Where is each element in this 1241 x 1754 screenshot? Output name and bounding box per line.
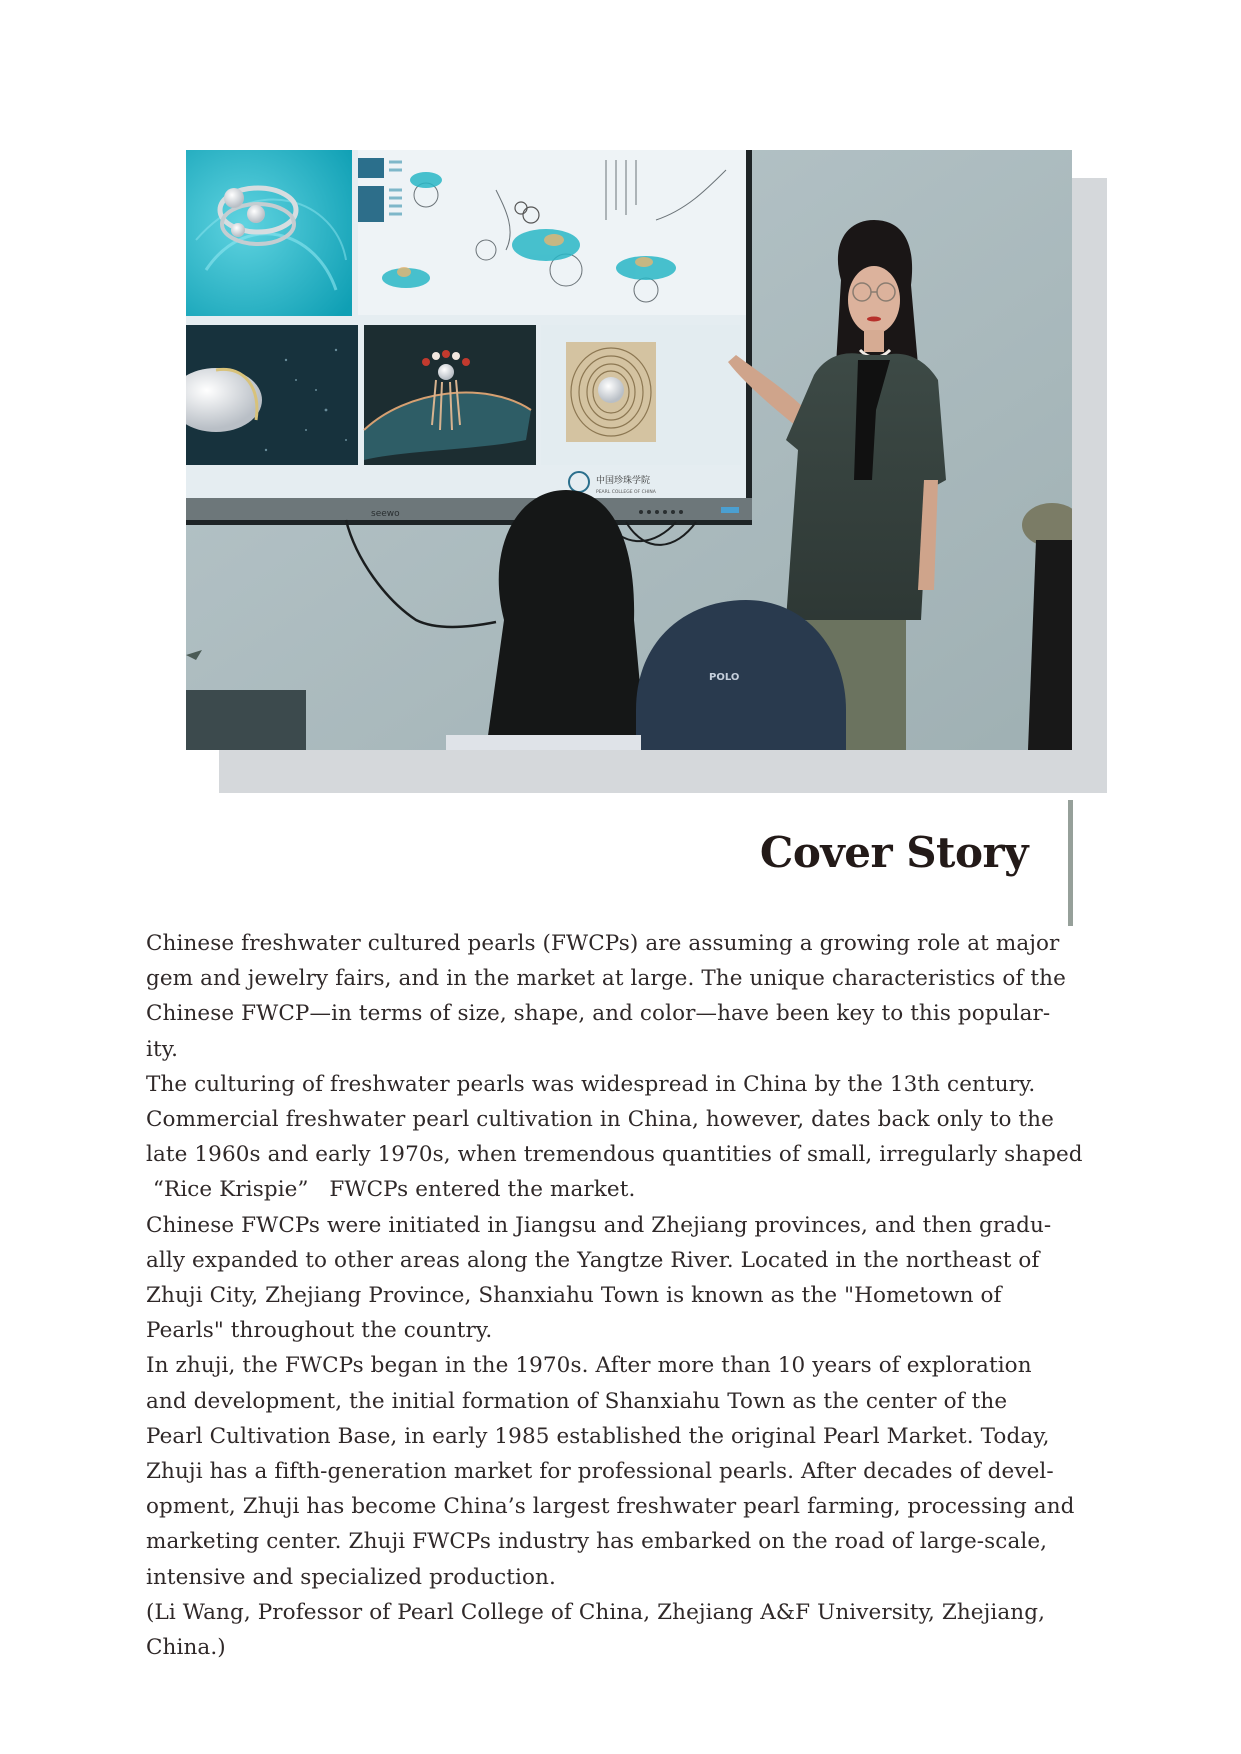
text-line: opment, Zhuji has become China’s largest freshwater pearl farming, processing and <box>146 1494 1075 1520</box>
text-line: ally expanded to other areas along the Yangtze River. Located in the northeast of <box>146 1247 1040 1273</box>
page-title: Cover Story <box>759 828 1028 877</box>
text-line: Zhuji has a fifth-generation market for professional pearls. After decades of devel- <box>146 1459 1054 1485</box>
cap-logo: POLO <box>709 672 740 683</box>
text-line: marketing center. Zhuji FWCPs industry has embarked on the road of large-scale, <box>146 1529 1048 1555</box>
text-line: “Rice Krispie” FWCPs entered the market. <box>146 1177 636 1203</box>
text-line: In zhuji, the FWCPs began in the 1970s. After more than 10 years of exploration <box>146 1353 1032 1379</box>
text-line: Zhuji City, Zhejiang Province, Shanxiahu Town is known as the "Hometown of <box>146 1283 1002 1309</box>
paragraph-zhuji <box>146 1348 1106 1594</box>
text-line: intensive and specialized production. <box>146 1564 556 1590</box>
article-body <box>146 926 1106 1665</box>
text-line: Pearl Cultivation Base, in early 1985 established the original Pearl Market. Today, <box>146 1423 1050 1449</box>
text-line: late 1960s and early 1970s, when tremendous quantities of small, irregularly shaped <box>146 1142 1083 1168</box>
text-line: Commercial freshwater pearl cultivation in China, however, dates back only to the <box>146 1107 1054 1133</box>
text-line: Chinese FWCPs were initiated in Jiangsu and Zhejiang provinces, and then gradu- <box>146 1212 1052 1238</box>
text-line: and development, the initial formation of Shanxiahu Town as the center of the <box>146 1388 1008 1414</box>
paragraph-history <box>146 1067 1106 1208</box>
paragraph-intro <box>146 926 1106 1067</box>
text-line: ity. <box>146 1036 179 1062</box>
title-accent-bar <box>1068 800 1073 926</box>
screen-logo-en: PEARL COLLEGE OF CHINA <box>596 490 656 495</box>
text-line: gem and jewelry fairs, and in the market at large. The unique characteristics of the <box>146 966 1066 992</box>
text-line: Pearls" throughout the country. <box>146 1318 493 1344</box>
author-credit <box>146 1595 1106 1665</box>
screen-logo-cn: 中国珍珠学院 <box>596 476 651 486</box>
text-line: China.) <box>146 1635 226 1661</box>
text-line: The culturing of freshwater pearls was widespread in China by the 13th century. <box>146 1071 1036 1097</box>
cover-photo-illustration <box>186 150 1072 750</box>
display-brand: seewo <box>371 509 400 519</box>
cover-photo <box>186 150 1072 750</box>
text-line: (Li Wang, Professor of Pearl College of China, Zhejiang A&F University, Zhejiang, <box>146 1599 1046 1625</box>
paragraph-regions <box>146 1208 1106 1349</box>
text-line: Chinese freshwater cultured pearls (FWCPs) are assuming a growing role at major <box>146 931 1060 956</box>
text-line: Chinese FWCP—in terms of size, shape, and color—have been key to this popular- <box>146 1001 1051 1027</box>
